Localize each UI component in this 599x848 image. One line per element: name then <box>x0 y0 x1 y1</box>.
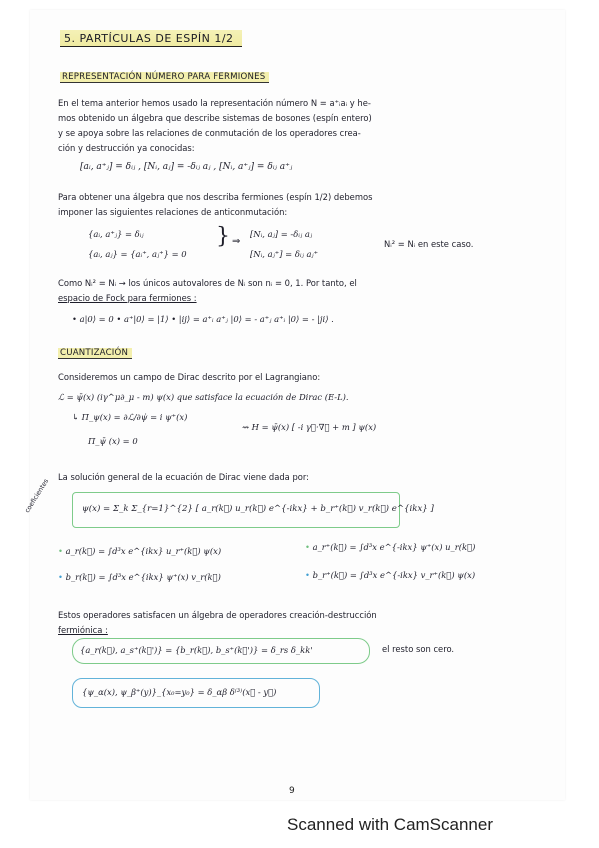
general-solution-line: La solución general de la ecuación de Dirac viene dada por: <box>58 472 310 482</box>
fermion-line-1: Para obtener una álgebra que nos describa fermiones (espín 1/2) debemos <box>58 192 373 202</box>
conjugate-momentum-bar: Π_ψ̄ (x) = 0 <box>88 436 138 446</box>
general-solution: ψ(x) = Σ_k Σ_{r=1}^{2} [ a_r(k⃗) u_r(k⃗) e^{-ikx} + b_r⁺(k⃗) v_r(k⃗) e^{ikx} ] <box>82 504 434 514</box>
equal-time-anticommutator: {ψ_α(x), ψ_β⁺(y)}_{x₀=y₀} = δ_αβ δ⁽³⁾(x⃗ - y⃗) <box>82 687 277 697</box>
coef-b: • b_r(k⃗) = ∫d³x e^{ikx} ψ⁺(x) v_r(k⃗) <box>58 572 221 582</box>
conjugate-momentum: ↳ Π_ψ(x) = ∂ℒ/∂ψ̇ = i ψ⁺(x) <box>72 412 188 422</box>
algebra-note: el resto son cero. <box>382 644 455 654</box>
number-commutator-2: [Nᵢ, aⱼ⁺] = δᵢⱼ aⱼ⁺ <box>250 249 319 259</box>
number-commutator-1: [Nᵢ, aⱼ] = -δᵢⱼ aⱼ <box>250 229 313 239</box>
coefficients-side-label: coeficientes <box>23 477 51 515</box>
intro-line-3: y se apoya sobre las relaciones de conmutación de los operadores crea- <box>58 128 361 138</box>
intro-line-2: mos obtenido un álgebra que describe sistemas de bosones (espín entero) <box>58 113 372 123</box>
algebra-line-2: fermiónica : <box>58 625 108 635</box>
brace-symbol: } <box>216 224 230 249</box>
scanner-watermark: Scanned with CamScanner <box>287 815 494 834</box>
section-heading-fermions: REPRESENTACIÓN NÚMERO PARA FERMIONES <box>60 72 269 83</box>
anticommutator-2: {aᵢ, aⱼ} = {aᵢ⁺, aⱼ⁺} = 0 <box>88 249 187 259</box>
fock-space-line: espacio de Fock para fermiones : <box>58 293 197 303</box>
page-title: 5. PARTÍCULAS DE ESPÍN 1/2 <box>60 30 242 47</box>
page-number: 9 <box>289 786 295 796</box>
intro-line-1: En el tema anterior hemos usado la representación número N = a⁺ᵢaᵢ y he- <box>58 98 371 108</box>
section-heading-quantization: CUANTIZACIÓN <box>58 348 132 359</box>
anticommutator-1: {aᵢ, a⁺ⱼ} = δᵢⱼ <box>88 229 144 239</box>
coef-a-dagger: • a_r⁺(k⃗) = ∫d³x e^{-ikx} ψ⁺(x) u_r(k⃗) <box>305 542 476 552</box>
fock-states: • a|0⟩ = 0 • a⁺|0⟩ = |1⟩ • |ij⟩ = a⁺ᵢ a⁺ⱼ |0⟩ = - a⁺ⱼ a⁺ᵢ |0⟩ = - |ji⟩ . <box>72 314 334 324</box>
intro-line-4: ción y destrucción ya conocidas: <box>58 143 195 153</box>
lagrangian: ℒ = ψ̄(x) (iγ^μ∂_μ - m) ψ(x) que satisface la ecuación de Dirac (E-L). <box>58 392 349 402</box>
coef-b-dagger: • b_r⁺(k⃗) = ∫d³x e^{-ikx} v_r⁺(k⃗) ψ(x) <box>305 570 476 580</box>
idempotent-note: Nᵢ² = Nᵢ en este caso. <box>384 239 474 249</box>
coef-a: • a_r(k⃗) = ∫d³x e^{ikx} u_r⁺(k⃗) ψ(x) <box>58 546 222 556</box>
fermion-line-2: imponer las siguientes relaciones de anticonmutación: <box>58 207 288 217</box>
commutation-relations: [aᵢ, a⁺ⱼ] = δᵢⱼ , [Nᵢ, aⱼ] = -δᵢⱼ aⱼ , [Nᵢ, a⁺ⱼ] = δᵢⱼ a⁺ⱼ <box>80 162 293 172</box>
hamiltonian: ⇝ H = ψ̄(x) [ -i γ⃗·∇⃗ + m ] ψ(x) <box>242 422 377 432</box>
dirac-field-line: Consideremos un campo de Dirac descrito por el Lagrangiano: <box>58 372 321 382</box>
algebra-line-1: Estos operadores satisfacen un álgebra de operadores creación-destrucción <box>58 610 377 620</box>
eigenvalues-line: Como Nᵢ² = Nᵢ → los únicos autovalores de Nᵢ son nᵢ = 0, 1. Por tanto, el <box>58 278 357 288</box>
fermionic-algebra: {a_r(k⃗), a_s⁺(k⃗')} = {b_r(k⃗), b_s⁺(k⃗')} = δ_rs δ_kk' <box>80 645 313 655</box>
implies-arrow: ⇒ <box>232 236 241 247</box>
